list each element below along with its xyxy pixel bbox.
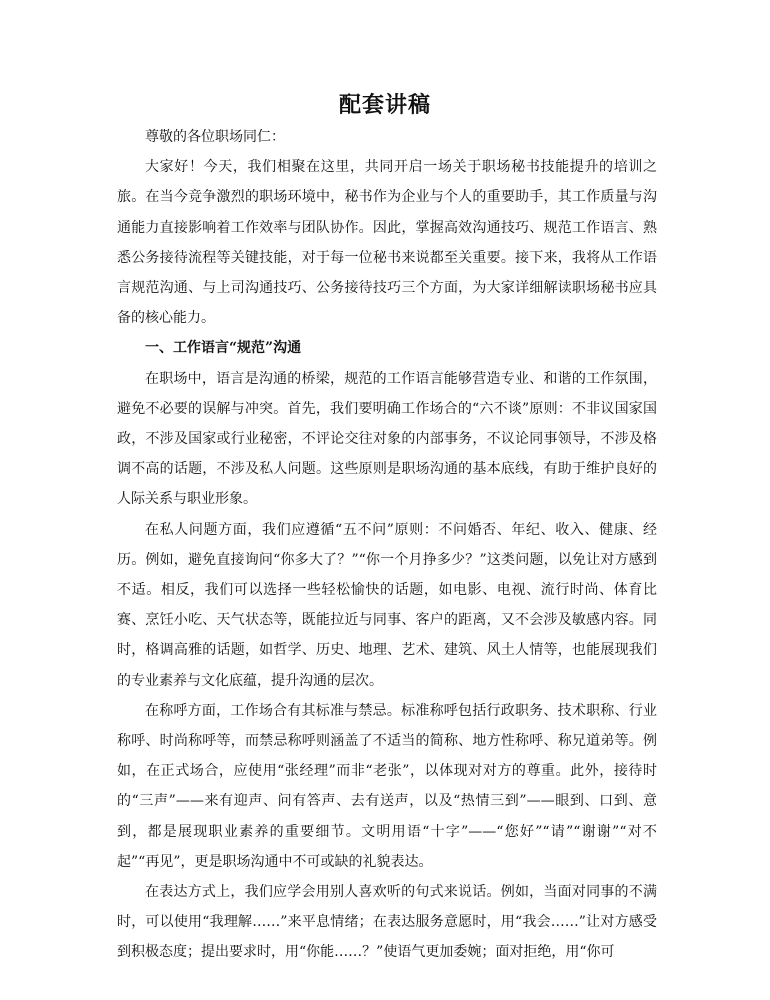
document-title: 配套讲稿 (338, 92, 431, 118)
paragraph-expression: 在表达方式上，我们应学会用别人喜欢听的句式来说话。例如，当面对同事的不满时，可以使用“我理解……”来平息情绪；在表达服务意愿时，用“我会……”让对方感受到积极态度；提出要求时，用“你能……？”使语气更加委婉；面对拒绝，用“你可 (117, 884, 657, 961)
section-heading: 一、工作语言“规范”沟通 (145, 340, 302, 357)
paragraph-private-questions: 在私人问题方面，我们应遵循“五不问”原则：不问婚否、年纪、收入、健康、经历。例如，避免直接询问“你多大了？”“你一个月挣多少？”这类问题，以免让对方感到不适。相反，我们可以选择一些轻松愉快的话题，如电影、电视、流行时尚、体育比赛、烹饪小吃、天气状态等，既能拉近与同事、客户的距离，又不会涉及敏感内容。同时，格调高雅的话题，如哲学、历史、地理、艺术、建筑、风土人情等，也能展现我们的专业素养与文化底蕴，提升沟通的层次。 (117, 521, 657, 689)
paragraph-principles: 在职场中，语言是沟通的桥梁，规范的工作语言能够营造专业、和谐的工作氛围，避免不必要的误解与冲突。首先，我们要明确工作场合的“六不谈”原则：不非议国家国政，不涉及国家或行业秘密，不评论交往对象的内部事务，不议论同事领导，不涉及格调不高的话题，不涉及私人问题。这些原则是职场沟通的基本底线，有助于维护良好的人际关系与职业形象。 (117, 370, 657, 508)
paragraph-intro: 大家好！今天，我们相聚在这里，共同开启一场关于职场秘书技能提升的培训之旅。在当今竞争激烈的职场环境中，秘书作为企业与个人的重要助手，其工作质量与沟通能力直接影响着工作效率与团队协作。因此，掌握高效沟通技巧、规范工作语言、熟悉公务接待流程等关键技能，对于每一位秘书来说都至关重要。接下来，我将从工作语言规范沟通、与上司沟通技巧、公务接待技巧三个方面，为大家详细解读职场秘书应具备的核心能力。 (117, 159, 657, 327)
document-body (117, 122, 657, 968)
paragraph-forms-of-address: 在称呼方面，工作场合有其标准与禁忌。标准称呼包括行政职务、技术职称、行业称呼、时尚称呼等，而禁忌称呼则涵盖了不适当的简称、地方性称呼、称兄道弟等。例如，在正式场合，应使用“张经理”而非“老张”，以体现对对方的尊重。此外，接待时的“三声”——来有迎声、问有答声、去有送声，以及“热情三到”——眼到、口到、意到，都是展现职业素养的重要细节。文明用语“十字”——“您好”“请”“谢谢”“对不起”“再见”，更是职场沟通中不可或缺的礼貌表达。 (117, 702, 657, 870)
greeting-line: 尊敬的各位职场同仁： (145, 129, 285, 145)
